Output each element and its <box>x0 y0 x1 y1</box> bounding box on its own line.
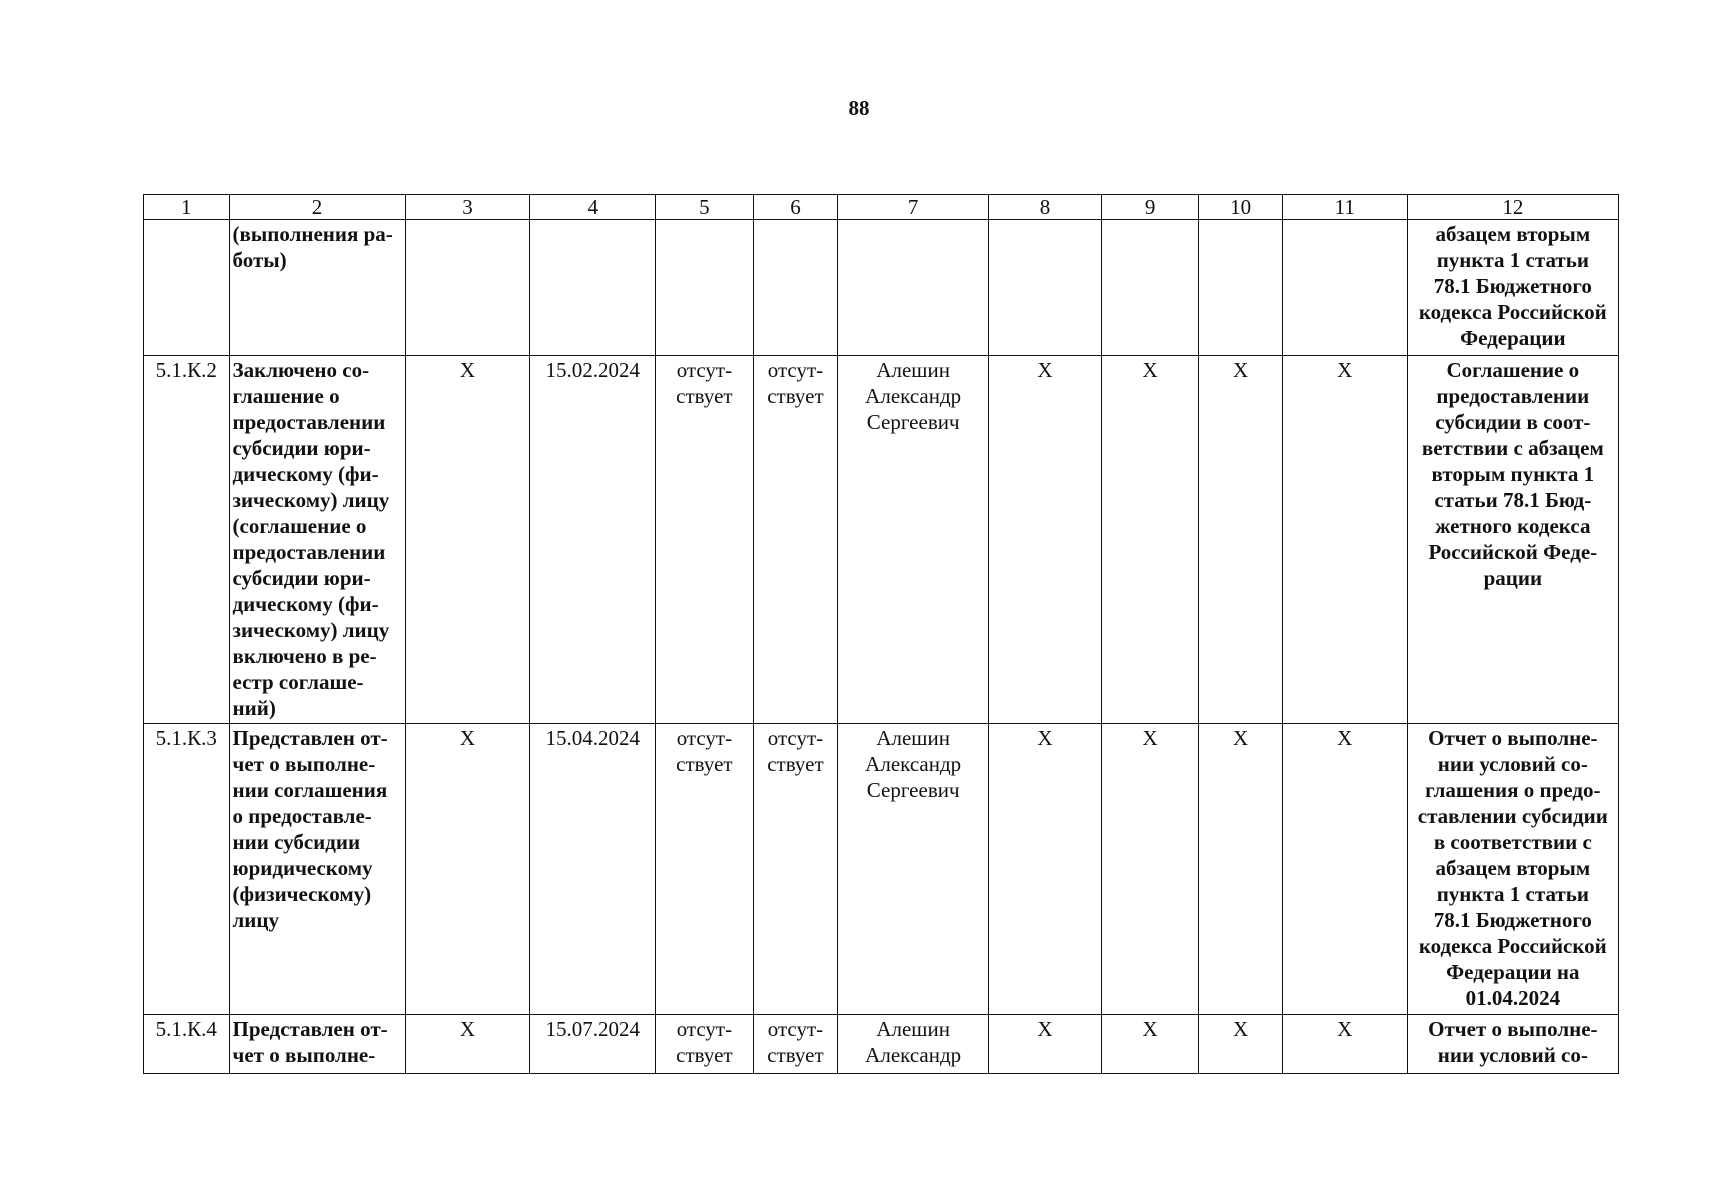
date-cell: 15.07.2024 <box>530 1015 656 1074</box>
date-cell <box>530 220 656 356</box>
responsible-person-cell <box>838 220 989 356</box>
table-cell: X <box>989 1015 1102 1074</box>
row-id-cell: 5.1.К.3 <box>144 724 230 1015</box>
date-cell: 15.02.2024 <box>530 356 656 724</box>
responsible-person-cell: Алешин Александр <box>838 1015 989 1074</box>
date-cell: 15.04.2024 <box>530 724 656 1015</box>
table-cell <box>656 220 754 356</box>
table-row <box>144 220 1619 356</box>
row-id-cell <box>144 220 230 356</box>
table-cell: X <box>1101 1015 1199 1074</box>
document-type-cell: Отчет о выполне- нии условий со- глашения о предо- ставлении субсидии в соответствии с абзацем вторым пункта 1 статьи 78.1 Бюджетного кодекса Российской Федерации на 01.04.2024 <box>1407 724 1618 1015</box>
table-cell: X <box>989 724 1102 1015</box>
responsible-person-cell: Алешин Александр Сергеевич <box>838 356 989 724</box>
table-cell <box>753 220 838 356</box>
column-header: 6 <box>753 195 838 220</box>
table-cell: X <box>405 1015 530 1074</box>
table-cell: X <box>1199 724 1283 1015</box>
table-row <box>144 356 1619 724</box>
table-cell: отсут- ствует <box>753 724 838 1015</box>
page-number: 88 <box>848 96 870 120</box>
table-cell: отсут- ствует <box>656 356 754 724</box>
column-header: 12 <box>1407 195 1618 220</box>
column-header: 5 <box>656 195 754 220</box>
table-cell: X <box>1282 1015 1407 1074</box>
table-cell <box>405 220 530 356</box>
row-id-cell: 5.1.К.4 <box>144 1015 230 1074</box>
table-cell <box>1199 220 1283 356</box>
row-id-cell: 5.1.К.2 <box>144 356 230 724</box>
table-row <box>144 724 1619 1015</box>
column-header: 11 <box>1282 195 1407 220</box>
document-table <box>143 194 1619 1074</box>
column-header: 7 <box>838 195 989 220</box>
event-description-cell: (выполнения ра- боты) <box>229 220 405 356</box>
column-header: 2 <box>229 195 405 220</box>
column-header: 8 <box>989 195 1102 220</box>
table-cell: X <box>405 356 530 724</box>
table-cell: X <box>989 356 1102 724</box>
table-cell: X <box>1101 724 1199 1015</box>
table-cell: X <box>405 724 530 1015</box>
column-header: 10 <box>1199 195 1283 220</box>
event-description-cell: Представлен от- чет о выполне- <box>229 1015 405 1074</box>
event-description-cell: Заключено со- глашение о предоставлении субсидии юри- дическому (фи- зическому) лицу (соглашение о предоставлении субсидии юри- дическому (фи- зическому) лицу включено в ре- естр соглаше- ний) <box>229 356 405 724</box>
table-row <box>144 1015 1619 1074</box>
table-cell: отсут- ствует <box>753 1015 838 1074</box>
table-cell: X <box>1282 356 1407 724</box>
table-cell: X <box>1199 356 1283 724</box>
table-cell: X <box>1199 1015 1283 1074</box>
table-cell: X <box>1282 724 1407 1015</box>
column-header: 3 <box>405 195 530 220</box>
header-row <box>144 195 1619 220</box>
table-cell <box>989 220 1102 356</box>
document-type-cell: абзацем вторым пункта 1 статьи 78.1 Бюджетного кодекса Российской Федерации <box>1407 220 1618 356</box>
document-type-cell: Соглашение о предоставлении субсидии в соот- ветствии с абзацем вторым пункта 1 статьи 78.1 Бюд- жетного кодекса Российской Феде- рации <box>1407 356 1618 724</box>
table-cell <box>1101 220 1199 356</box>
table-cell: X <box>1101 356 1199 724</box>
column-header: 1 <box>144 195 230 220</box>
responsible-person-cell: Алешин Александр Сергеевич <box>838 724 989 1015</box>
document-type-cell: Отчет о выполне- нии условий со- <box>1407 1015 1618 1074</box>
table-cell <box>1282 220 1407 356</box>
column-header: 9 <box>1101 195 1199 220</box>
table-cell: отсут- ствует <box>656 724 754 1015</box>
event-description-cell: Представлен от- чет о выполне- нии соглашения о предоставле- нии субсидии юридическому (физическому) лицу <box>229 724 405 1015</box>
table-cell: отсут- ствует <box>656 1015 754 1074</box>
column-header: 4 <box>530 195 656 220</box>
table-cell: отсут- ствует <box>753 356 838 724</box>
